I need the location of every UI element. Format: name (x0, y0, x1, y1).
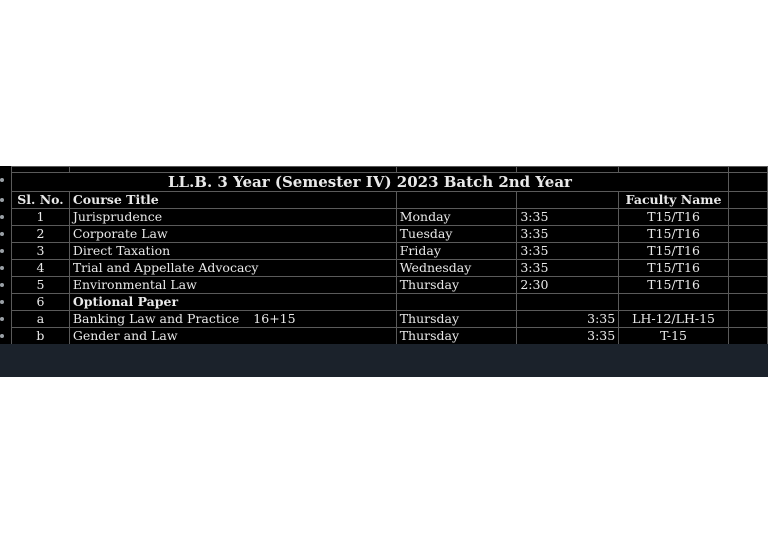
bottom-band (0, 344, 768, 377)
row-markers (0, 166, 10, 346)
table-title: LL.B. 3 Year (Semester IV) 2023 Batch 2nd Year (12, 173, 729, 192)
header-course-title: Course Title (69, 192, 396, 209)
row-marker (0, 266, 4, 270)
title-row (12, 173, 768, 192)
header-sl-no: Sl. No. (12, 192, 70, 209)
course-cell: Trial and Appellate Advocacy (69, 260, 396, 277)
day-cell: Thursday (396, 328, 517, 345)
day-cell: Thursday (396, 277, 517, 294)
faculty-cell: T-15 (619, 328, 729, 345)
day-cell: Tuesday (396, 226, 517, 243)
day-cell: Thursday (396, 311, 517, 328)
faculty-cell: T15/T16 (619, 226, 729, 243)
time-cell: 3:35 (517, 226, 619, 243)
faculty-cell: T15/T16 (619, 277, 729, 294)
table-row (12, 260, 768, 277)
sl-no-cell: b (12, 328, 70, 345)
course-cell (69, 311, 396, 328)
schedule-table (11, 166, 768, 345)
sl-no-cell: 4 (12, 260, 70, 277)
row-marker (0, 178, 4, 182)
table-row (12, 328, 768, 345)
sl-no-cell: 5 (12, 277, 70, 294)
faculty-cell: LH-12/LH-15 (619, 311, 729, 328)
course-cell: Corporate Law (69, 226, 396, 243)
row-marker (0, 198, 4, 202)
row-marker (0, 249, 4, 253)
header-faculty-name: Faculty Name (619, 192, 729, 209)
sl-no-cell: 6 (12, 294, 70, 311)
day-cell: Monday (396, 209, 517, 226)
header-row (12, 192, 768, 209)
faculty-cell: T15/T16 (619, 260, 729, 277)
course-cell: Gender and Law (69, 328, 396, 345)
time-cell: 3:35 (517, 260, 619, 277)
table-row (12, 226, 768, 243)
table-row (12, 243, 768, 260)
row-marker (0, 215, 4, 219)
row-marker (0, 283, 4, 287)
row-marker (0, 317, 4, 321)
day-cell: Friday (396, 243, 517, 260)
sl-no-cell: 3 (12, 243, 70, 260)
course-cell: Environmental Law (69, 277, 396, 294)
day-cell: Wednesday (396, 260, 517, 277)
course-name: Banking Law and Practice (72, 311, 240, 326)
spreadsheet-area (0, 166, 768, 377)
row-marker (0, 300, 4, 304)
table-row (12, 311, 768, 328)
row-marker (0, 232, 4, 236)
row-marker (0, 334, 4, 338)
course-cell: Jurisprudence (69, 209, 396, 226)
faculty-cell: T15/T16 (619, 243, 729, 260)
course-note: 16+15 (253, 311, 296, 326)
sl-no-cell: 2 (12, 226, 70, 243)
optional-paper-row (12, 294, 768, 311)
time-cell: 3:35 (517, 209, 619, 226)
sl-no-cell: 1 (12, 209, 70, 226)
time-cell: 3:35 (517, 243, 619, 260)
course-cell: Direct Taxation (69, 243, 396, 260)
table-row (12, 277, 768, 294)
time-cell: 3:35 (517, 311, 619, 328)
time-cell: 2:30 (517, 277, 619, 294)
faculty-cell: T15/T16 (619, 209, 729, 226)
table-row (12, 209, 768, 226)
sl-no-cell: a (12, 311, 70, 328)
time-cell: 3:35 (517, 328, 619, 345)
optional-paper-label: Optional Paper (69, 294, 396, 311)
